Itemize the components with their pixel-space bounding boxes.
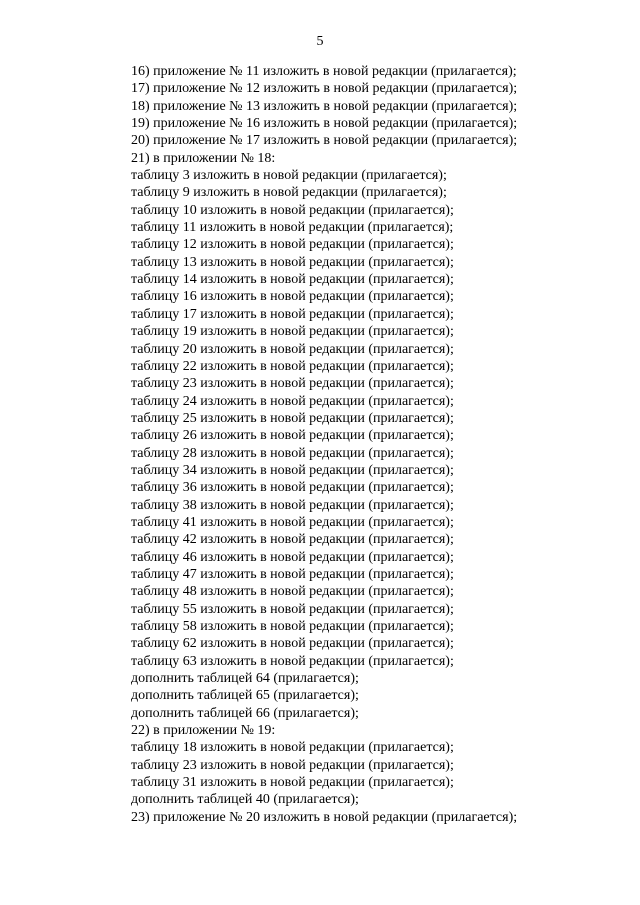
list-item: таблицу 23 изложить в новой редакции (прилагается); xyxy=(131,757,454,773)
list-item: таблицу 26 изложить в новой редакции (прилагается); xyxy=(131,428,454,444)
list-item: 18) приложение № 13 изложить в новой редакции (прилагается); xyxy=(131,98,518,114)
list-item: таблицу 47 изложить в новой редакции (прилагается); xyxy=(131,566,454,582)
list-item: 17) приложение № 12 изложить в новой редакции (прилагается); xyxy=(131,81,518,97)
list-item: таблицу 36 изложить в новой редакции (прилагается); xyxy=(131,480,454,496)
list-item: 16) приложение № 11 изложить в новой редакции (прилагается); xyxy=(131,64,517,79)
list-item: таблицу 58 изложить в новой редакции (прилагается); xyxy=(131,619,454,634)
list-item: таблицу 42 изложить в новой редакции (прилагается); xyxy=(131,532,454,548)
list-item: таблицу 10 изложить в новой редакции (прилагается); xyxy=(131,202,454,218)
list-item: таблицу 48 изложить в новой редакции (прилагается); xyxy=(131,584,454,600)
list-item: 21) в приложении № 18: xyxy=(131,150,276,166)
list-item: таблицу 62 изложить в новой редакции (прилагается); xyxy=(131,636,454,652)
page-number: 5 xyxy=(316,34,324,49)
document-body xyxy=(0,63,640,826)
list-item: таблицу 17 изложить в новой редакции (прилагается); xyxy=(131,306,454,322)
list-item: таблицу 41 изложить в новой редакции (прилагается); xyxy=(131,514,454,530)
list-item: таблицу 46 изложить в новой редакции (прилагается); xyxy=(131,549,454,565)
list-item: 23) приложение № 20 изложить в новой редакции (прилагается); xyxy=(131,809,518,825)
list-item: таблицу 22 изложить в новой редакции (прилагается); xyxy=(131,358,454,374)
list-item: таблицу 28 изложить в новой редакции (прилагается); xyxy=(131,445,454,461)
list-item: 20) приложение № 17 изложить в новой редакции (прилагается); xyxy=(131,133,518,149)
list-item: дополнить таблицей 65 (прилагается); xyxy=(131,688,359,704)
list-item: таблицу 18 изложить в новой редакции (прилагается); xyxy=(131,740,454,756)
list-item: дополнить таблицей 64 (прилагается); xyxy=(131,671,359,687)
list-item: таблицу 63 изложить в новой редакции (прилагается); xyxy=(131,653,454,669)
list-item: таблицу 13 изложить в новой редакции (прилагается); xyxy=(131,254,454,270)
list-item: таблицу 31 изложить в новой редакции (прилагается); xyxy=(131,775,454,791)
list-item: 22) в приложении № 19: xyxy=(131,723,276,739)
list-item: дополнить таблицей 66 (прилагается); xyxy=(131,705,359,721)
list-item: таблицу 38 изложить в новой редакции (прилагается); xyxy=(131,497,454,513)
list-item: таблицу 25 изложить в новой редакции (прилагается); xyxy=(131,410,454,426)
list-item: таблицу 14 изложить в новой редакции (прилагается); xyxy=(131,272,454,288)
list-item: таблицу 23 изложить в новой редакции (прилагается); xyxy=(131,376,454,392)
list-item: дополнить таблицей 40 (прилагается); xyxy=(131,792,359,808)
list-item: таблицу 34 изложить в новой редакции (прилагается); xyxy=(131,462,454,478)
list-item: 19) приложение № 16 изложить в новой редакции (прилагается); xyxy=(131,116,518,132)
list-item: таблицу 12 изложить в новой редакции (прилагается); xyxy=(131,237,454,253)
list-item: таблицу 24 изложить в новой редакции (прилагается); xyxy=(131,393,454,409)
list-item: таблицу 55 изложить в новой редакции (прилагается); xyxy=(131,601,454,617)
list-item: таблицу 3 изложить в новой редакции (прилагается); xyxy=(131,168,447,184)
list-item: таблицу 16 изложить в новой редакции (прилагается); xyxy=(131,289,454,305)
list-item: таблицу 19 изложить в новой редакции (прилагается); xyxy=(131,324,454,340)
list-item: таблицу 11 изложить в новой редакции (прилагается); xyxy=(131,220,454,236)
list-item: таблицу 9 изложить в новой редакции (прилагается); xyxy=(131,185,447,201)
list-item: таблицу 20 изложить в новой редакции (прилагается); xyxy=(131,341,454,357)
